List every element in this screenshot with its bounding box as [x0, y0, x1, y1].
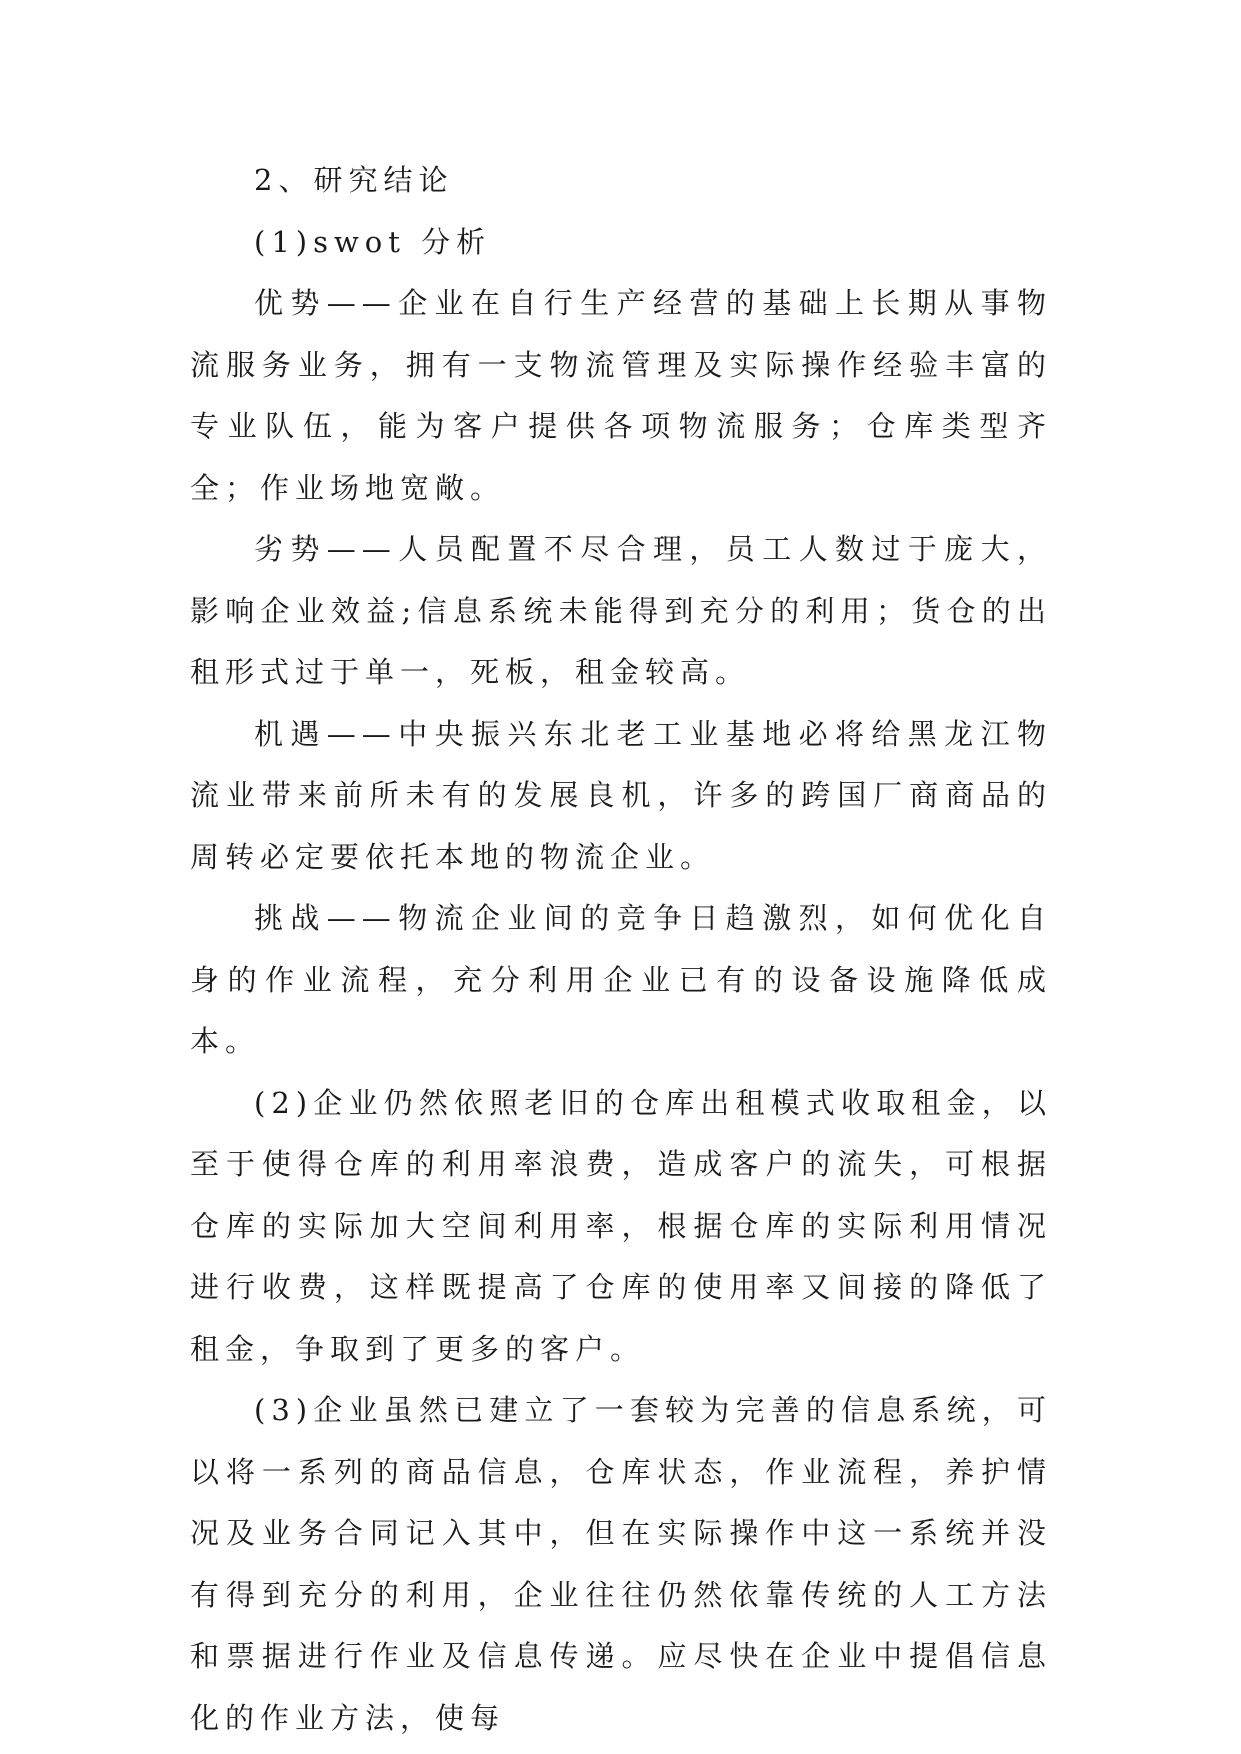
paragraph-weaknesses: 劣势——人员配置不尽合理，员工人数过于庞大，影响企业效益;信息系统未能得到充分的利用；货仓的出租形式过于单一，死板，租金较高。 — [190, 532, 1052, 689]
paragraph-conclusion-2: (2)企业仍然依照老旧的仓库出租模式收取租金，以至于使得仓库的利用率浪费，造成客户的流失，可根据仓库的实际加大空间利用率，根据仓库的实际利用情况进行收费，这样既提高了仓库的使用率又间接的降低了租金，争取到了更多的客户。 — [190, 1085, 1052, 1366]
paragraph-threats: 挑战——物流企业间的竞争日趋激烈，如何优化自身的作业流程，充分利用企业已有的设备设施降低成本。 — [190, 901, 1052, 1058]
paragraph-opportunities: 机遇——中央振兴东北老工业基地必将给黑龙江物流业带来前所未有的发展良机，许多的跨国厂商商品的周转必定要依托本地的物流企业。 — [190, 716, 1052, 874]
section-title: 2、研究结论 — [254, 163, 454, 197]
paragraph-strengths: 优势——企业在自行生产经营的基础上长期从事物流服务业务，拥有一支物流管理及实际操作经验丰富的专业队伍，能为客户提供各项物流服务；仓库类型齐全；作业场地宽敞。 — [190, 286, 1052, 505]
document-page — [190, 150, 1052, 1749]
subsection-title: (1)swot 分析 — [254, 224, 492, 259]
paragraph-conclusion-3: (3)企业虽然已建立了一套较为完善的信息系统，可以将一系列的商品信息，仓库状态，作业流程，养护情况及业务合同记入其中，但在实际操作中这一系统并没有得到充分的利用，企业往往仍然依靠传统的人工方法和票据进行作业及信息传递。应尽快在企业中提倡信息化的作业方法，使每 — [190, 1393, 1052, 1735]
